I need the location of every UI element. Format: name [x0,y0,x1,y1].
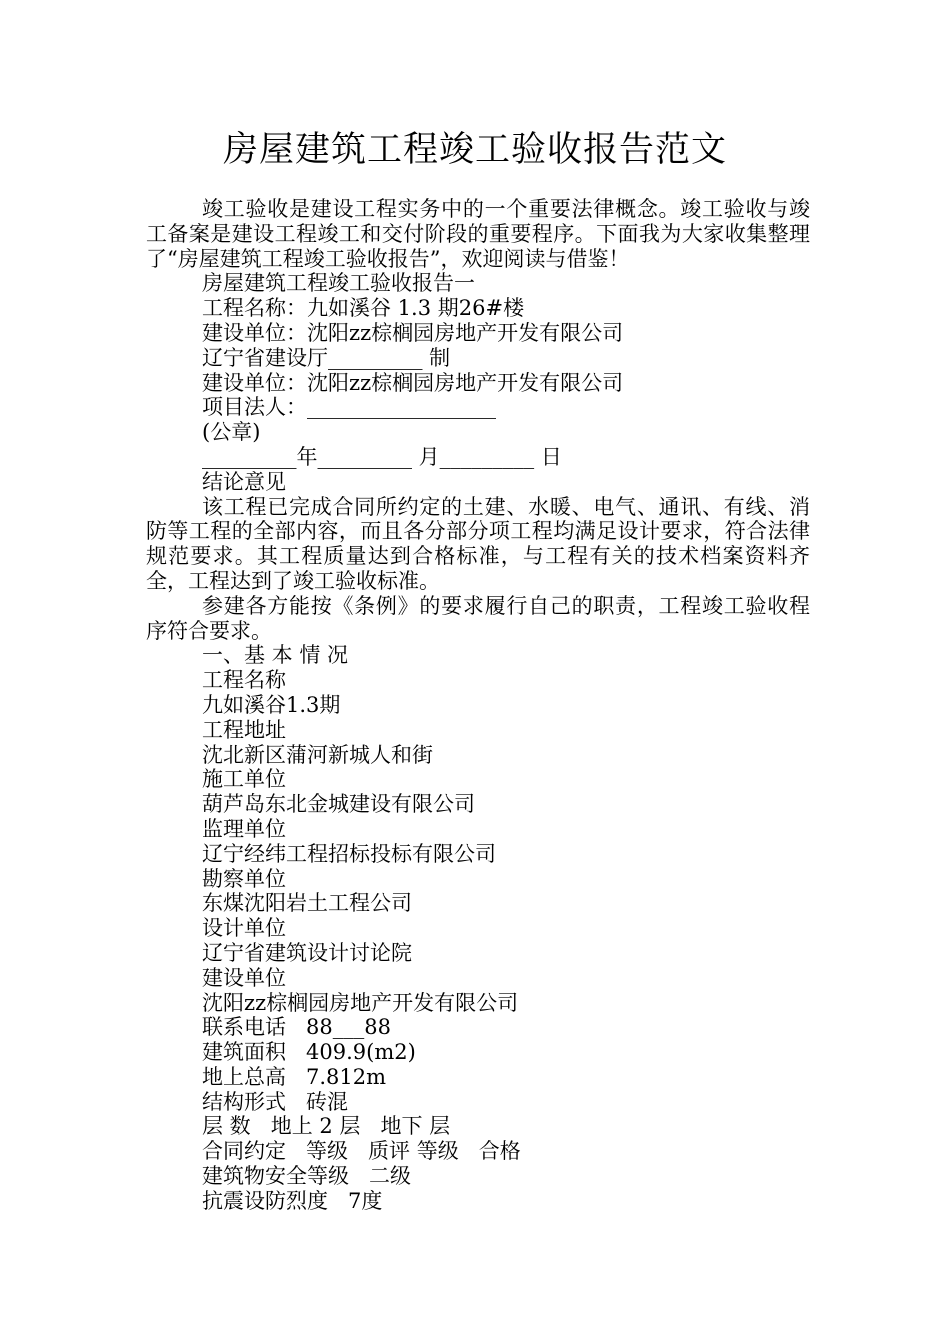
intro-paragraph: 竣工验收是建设工程实务中的一个重要法律概念。竣工验收与竣工备案是建设工程竣工和交付阶段的重要程序。下面我为大家收集整理了“房屋建筑工程竣工验收报告”，欢迎阅读与借鉴！ [146,197,810,271]
basic-info-heading: 一、基 本 情 况 [202,643,349,668]
info-line: 结构形式 砖混 [202,1089,349,1114]
info-line: 建设单位 [202,965,286,990]
info-line: 沈阳zz棕榈园房地产开发有限公司 [202,990,519,1015]
seal-line: (公章) [202,420,261,445]
document-body [146,197,810,1214]
info-line: 建筑面积 409.9(m2) [202,1040,416,1065]
basic-info-list [146,668,810,1214]
project-name-line: 工程名称：九如溪谷 1.3 期26#楼 [202,296,525,321]
info-line: 沈北新区蒲河新城人和街 [202,742,433,767]
date-line: _________年_________ 月_________ 日 [202,444,562,469]
info-line: 东煤沈阳岩土工程公司 [202,891,412,916]
conclusion-paragraph: 该工程已完成合同所约定的土建、水暖、电气、通讯、有线、消防等工程的全部内容，而且各分部分项工程均满足设计要求，符合法律规范要求。其工程质量达到合格标准，与工程有关的技术档案资料齐全，工程达到了竣工验收标准。 [146,494,810,593]
info-line: 勘察单位 [202,866,286,891]
report-heading: 房屋建筑工程竣工验收报告一 [202,271,475,296]
responsibility-paragraph: 参建各方能按《条例》的要求履行自己的职责，工程竣工验收程序符合要求。 [146,593,810,643]
info-line: 工程名称 [202,668,286,693]
info-line: 葫芦岛东北金城建设有限公司 [202,792,475,817]
conclusion-heading: 结论意见 [202,469,286,494]
info-line: 工程地址 [202,717,286,742]
info-line: 联系电话 88___88 [202,1015,391,1040]
info-line: 施工单位 [202,767,286,792]
builder-line-2: 建设单位：沈阳zz棕榈园房地产开发有限公司 [202,370,624,395]
issuer-line: 辽宁省建设厅_________ 制 [202,345,451,370]
info-line: 合同约定 等级 质评 等级 合格 [202,1139,521,1164]
info-line: 辽宁省建筑设计讨论院 [202,940,412,965]
builder-line: 建设单位：沈阳zz棕榈园房地产开发有限公司 [202,320,624,345]
info-line: 九如溪谷1.3期 [202,692,341,717]
info-line: 层 数 地上 2 层 地下 层 [202,1114,451,1139]
info-line: 抗震设防烈度 7度 [202,1188,383,1213]
document-title: 房屋建筑工程竣工验收报告范文 [222,130,727,170]
info-line: 设计单位 [202,916,286,941]
info-line: 建筑物安全等级 二级 [202,1164,412,1189]
info-line: 辽宁经纬工程招标投标有限公司 [202,841,496,866]
info-line: 监理单位 [202,816,286,841]
legal-person-line: 项目法人：__________________ [202,395,496,420]
info-line: 地上总高 7.812m [202,1064,387,1089]
